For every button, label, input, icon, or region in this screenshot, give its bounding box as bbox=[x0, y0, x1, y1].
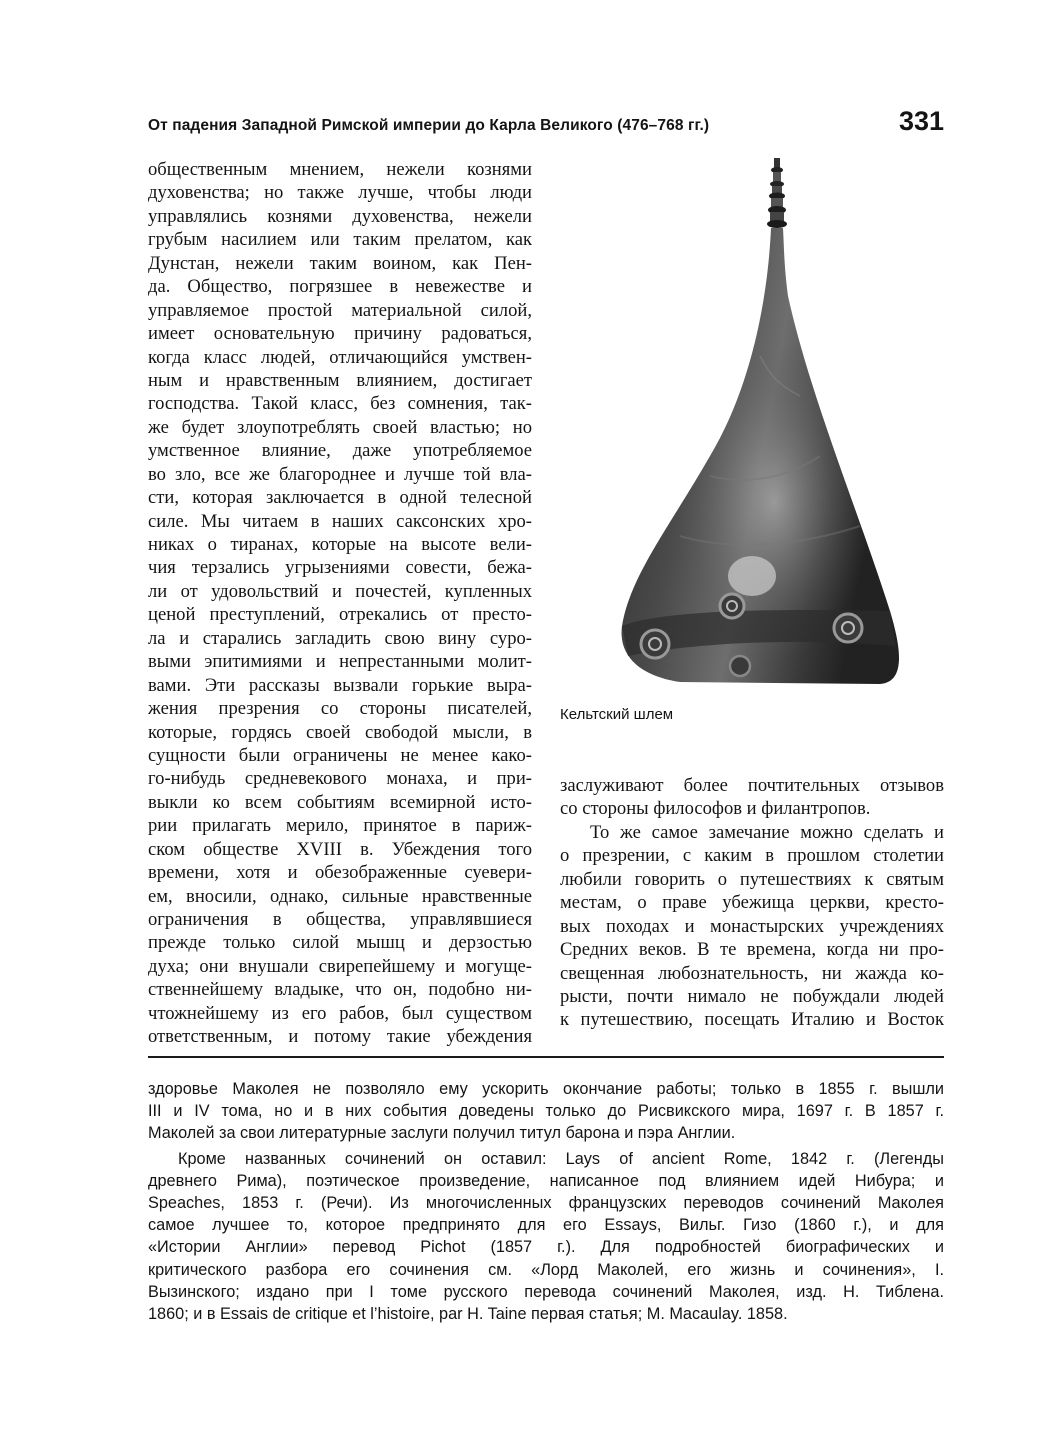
text-line: чия терзались угрызениями совести, бежа- bbox=[148, 557, 532, 579]
text-line: о презрении, с каким в прошлом столетии bbox=[560, 845, 944, 867]
text-line: го-нибудь средневекового монаха, и при- bbox=[148, 768, 532, 790]
footnote-line: Маколей за свои литературные заслуги получил титул барона и пэра Англии. bbox=[148, 1124, 736, 1143]
text-line: же будет злоупотреблять своей властью; но bbox=[148, 416, 532, 438]
page-header bbox=[148, 106, 944, 144]
text-line: ла и старались загладить свою вину суро- bbox=[148, 627, 532, 649]
text-line: никах о тиранах, которые на высоте вели- bbox=[148, 534, 532, 555]
text-line: господства. Такой класс, без сомнения, так- bbox=[148, 393, 532, 415]
text-line: сти, которая заключается в одной телесной bbox=[148, 487, 532, 509]
text-line: ли от удовольствий и почестей, купленных bbox=[148, 580, 532, 602]
text-line: да. Общество, погрязшее в невежестве и bbox=[148, 276, 532, 298]
text-line: ценой преступлений, отрекались от престо- bbox=[148, 604, 532, 626]
figure-caption: Кельтский шлем bbox=[560, 706, 674, 723]
text-line: ем, вносили, однако, сильные нравственные bbox=[148, 885, 532, 907]
text-line: духовенства; но также лучше, чтобы люди bbox=[148, 182, 532, 204]
helmet-figure bbox=[560, 156, 944, 702]
text-line: ответственным, и потому такие убеждения bbox=[148, 1026, 532, 1048]
text-line: рысти, почти нимало не побуждали людей bbox=[560, 985, 944, 1007]
text-line: умственное влияние, даже употребляемое bbox=[148, 440, 532, 462]
text-line: со стороны философов и филантропов. bbox=[560, 798, 871, 820]
text-line: любили говорить о путешествиях к святым bbox=[560, 868, 944, 890]
text-line: силе. Мы читаем в наших саксонских хро- bbox=[148, 510, 532, 532]
footnote-line: Вызинского; издано при I томе русского перевода сочинений Маколея, изд. Н. Тиблена. bbox=[148, 1282, 944, 1301]
text-line: управляемое простой материальной силой, bbox=[148, 299, 532, 321]
footnote-line: III и IV тома, но и в них события доведены только до Рисвикского мира, 1697 г. В 1857 г. bbox=[148, 1102, 944, 1121]
footnote-line: критического разбора его сочинения см. «Лорд Маколей, его жизнь и сочинения», I. bbox=[148, 1260, 944, 1279]
footnote-divider bbox=[148, 1056, 944, 1058]
text-line: местам, о праве убежища церкви, кресто- bbox=[560, 892, 944, 914]
text-line: управлялись кознями духовенства, нежели bbox=[148, 205, 532, 227]
text-line: жения презрения со стороны писателей, bbox=[148, 698, 532, 720]
text-line: вых походах и монастырских учреждениях bbox=[560, 915, 944, 937]
text-line: чтожнейшему из его рабов, был существом bbox=[148, 1002, 532, 1024]
footnote bbox=[148, 1078, 944, 1325]
text-line: когда класс людей, отличающийся умствен- bbox=[148, 346, 532, 368]
footnote-line: самое лучшее то, которое предпринято для его Essays, Вильг. Гизо (1860 г.), и для bbox=[148, 1216, 944, 1235]
text-line: Средних веков. В те времена, когда ни про- bbox=[560, 939, 944, 961]
text-line: сущности были ограничены не менее како- bbox=[148, 744, 532, 766]
footnote-line: 1860; и в Essais de critique et l’histoire, par H. Taine первая статья; M. Macaulay. 1858. bbox=[148, 1304, 788, 1323]
footnote-line: «Истории Англии» перевод Pichot (1857 г.). Для подробностей биографических и bbox=[148, 1238, 944, 1257]
running-head: От падения Западной Римской империи до Карла Великого (476–768 гг.) bbox=[148, 117, 710, 134]
footnote-line: Кроме названных сочинений он оставил: Lays of ancient Rome, 1842 г. (Легенды bbox=[178, 1149, 944, 1168]
celtic-helmet-illustration bbox=[560, 156, 944, 702]
text-line: к путешествию, посещать Италию и Восток bbox=[560, 1009, 944, 1031]
text-line: времени, хотя и обезображенные суевери- bbox=[148, 862, 532, 884]
text-line: имеет основательную причину радоваться, bbox=[148, 323, 532, 345]
text-line: заслуживают более почтительных отзывов bbox=[560, 775, 944, 796]
text-line: выми эпитимиями и непрестанными молит- bbox=[148, 651, 532, 673]
text-line: общественным мнением, нежели кознями bbox=[148, 159, 532, 180]
footnote-line: Speaches, 1853 г. (Речи). Из многочисленных французских переводов сочинений Маколея bbox=[148, 1193, 944, 1212]
text-line: ственнейшему владыке, что он, подобно ни- bbox=[148, 979, 532, 1001]
text-line: грубым насилием или таким прелатом, как bbox=[148, 229, 532, 251]
text-line: свещенная любознательность, ни жажда ко- bbox=[560, 962, 944, 984]
left-column bbox=[148, 158, 532, 1049]
text-line: Дунстан, нежели таким воином, как Пен- bbox=[148, 252, 532, 274]
text-line: прежде только силой мышц и дерзостью bbox=[148, 932, 532, 954]
text-line: То же самое замечание можно сделать и bbox=[590, 821, 944, 843]
right-column bbox=[560, 774, 944, 1032]
text-line: вами. Эти рассказы вызвали горькие выра- bbox=[148, 674, 532, 696]
text-line: ограничения в общества, управлявшиеся bbox=[148, 909, 532, 930]
text-line: во зло, все же благороднее и лучше той вла- bbox=[148, 463, 532, 485]
footnote-line: здоровье Маколея не позволяло ему ускорить окончание работы; только в 1855 г. вышли bbox=[148, 1080, 944, 1098]
text-line: которые, гордясь своей свободой мысли, в bbox=[148, 721, 532, 743]
footnote-line: древнего Рима), поэтическое произведение, написанное под влиянием идей Нибура; и bbox=[148, 1171, 944, 1190]
text-line: ным и нравственным влиянием, достигает bbox=[148, 369, 532, 391]
text-line: выкли ко всем событиям всемирной исто- bbox=[148, 791, 532, 813]
page-number: 331 bbox=[898, 106, 944, 136]
text-line: духа; они внушали свирепейшему и могуще- bbox=[148, 955, 532, 977]
text-line: рии прилагать мерило, принятое в париж- bbox=[148, 815, 532, 837]
text-line: ском обществе XVIII в. Убеждения того bbox=[148, 838, 532, 860]
